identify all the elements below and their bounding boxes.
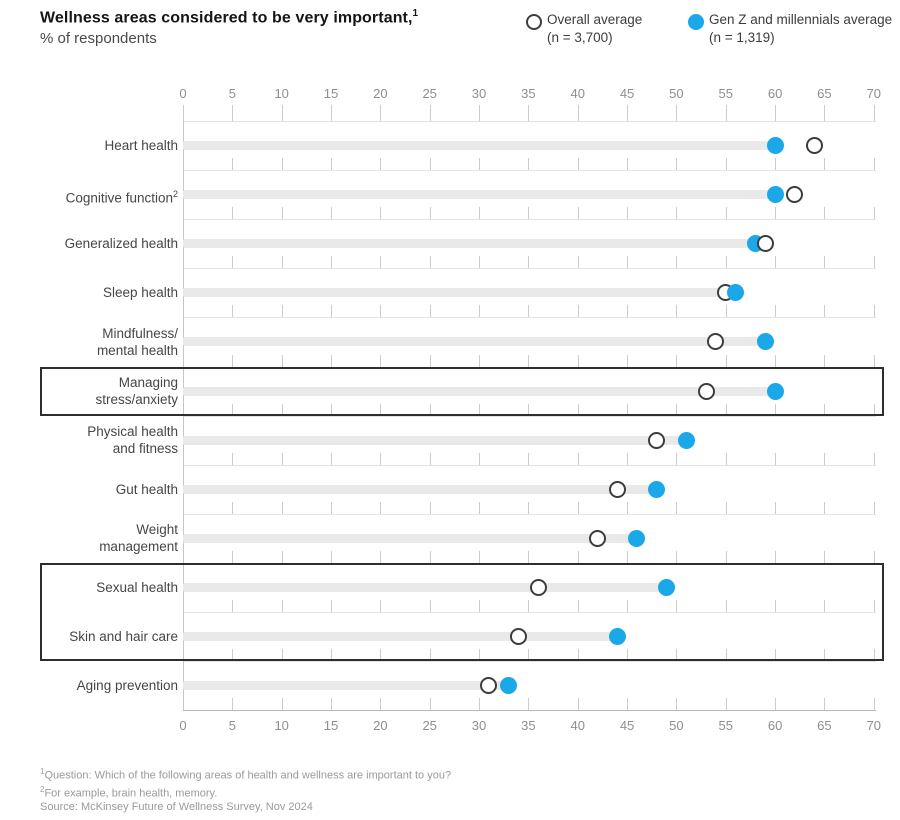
legend-overall-marker-icon	[526, 14, 542, 30]
grid-tick	[528, 551, 529, 563]
grid-tick	[232, 207, 233, 219]
grid-tick	[775, 207, 776, 219]
legend-overall-n: (n = 3,700)	[547, 30, 613, 45]
row-label: Cognitive function$^2$	[65, 189, 178, 206]
bar-track	[183, 436, 686, 445]
grid-tick	[824, 502, 825, 514]
legend-overall-label: Overall average	[547, 12, 643, 27]
x-axis-tick-label-top: 15	[323, 86, 339, 101]
grid-tick	[232, 502, 233, 514]
x-axis-tick	[775, 105, 776, 121]
x-axis-tick	[380, 105, 381, 121]
grid-tick	[578, 355, 579, 367]
x-axis-tick-label-top: 20	[373, 86, 388, 101]
grid-tick	[627, 698, 628, 710]
x-axis-tick-label-top: 55	[718, 86, 733, 101]
genz-dot	[648, 481, 665, 498]
grid-tick	[578, 207, 579, 219]
grid-tick	[331, 453, 332, 465]
legend-genz-label: Gen Z and millennials average	[709, 12, 893, 27]
highlight-box	[40, 563, 884, 661]
grid-tick	[824, 207, 825, 219]
grid-tick	[775, 453, 776, 465]
x-axis-tick-label-top: 35	[521, 86, 536, 101]
x-axis-tick	[479, 105, 480, 121]
grid-tick	[479, 158, 480, 170]
footnote-line: $^1$Question: Which of the following areas of health and wellness are important to you?	[40, 767, 452, 782]
x-axis-tick-label-bottom: 5	[228, 718, 236, 733]
bar-track	[183, 681, 509, 690]
grid-tick	[479, 207, 480, 219]
grid-tick	[479, 355, 480, 367]
grid-tick	[528, 158, 529, 170]
grid-tick	[775, 305, 776, 317]
grid-tick	[775, 256, 776, 268]
grid-tick	[528, 502, 529, 514]
x-axis-tick-label-bottom: 60	[767, 718, 783, 733]
grid-tick	[282, 207, 283, 219]
grid-tick	[232, 256, 233, 268]
grid-tick	[676, 551, 677, 563]
grid-tick	[676, 698, 677, 710]
grid-tick	[874, 502, 875, 514]
grid-tick	[282, 502, 283, 514]
grid-tick	[874, 551, 875, 563]
x-axis-tick	[578, 105, 579, 121]
grid-tick	[726, 305, 727, 317]
row-label: Sleep health	[102, 285, 178, 301]
grid-tick	[331, 256, 332, 268]
grid-tick	[282, 551, 283, 563]
row-label: Gut health	[115, 481, 178, 497]
grid-tick	[331, 207, 332, 219]
bar-track	[183, 534, 637, 543]
grid-tick	[824, 698, 825, 710]
grid-tick	[528, 453, 529, 465]
grid-tick	[627, 502, 628, 514]
footnotes	[40, 765, 451, 814]
grid-tick	[430, 207, 431, 219]
row-separator-line	[183, 514, 876, 515]
genz-dot	[727, 284, 744, 301]
x-axis-tick-label-top: 45	[619, 86, 635, 101]
grid-tick	[676, 502, 677, 514]
x-axis-tick-label-bottom: 10	[274, 718, 289, 733]
grid-tick	[380, 551, 381, 563]
grid-tick	[578, 158, 579, 170]
overall-dot	[589, 530, 606, 547]
genz-dot	[757, 333, 774, 350]
grid-tick	[824, 551, 825, 563]
grid-tick	[726, 453, 727, 465]
grid-tick	[430, 256, 431, 268]
grid-tick	[578, 698, 579, 710]
grid-tick	[874, 158, 875, 170]
grid-tick	[528, 207, 529, 219]
x-axis-tick-label-bottom: 45	[619, 718, 635, 733]
grid-tick	[726, 158, 727, 170]
row-label: Managing stress/anxiety	[95, 375, 178, 408]
grid-tick	[528, 355, 529, 367]
x-axis-tick	[282, 105, 283, 121]
grid-tick	[380, 305, 381, 317]
grid-tick	[578, 502, 579, 514]
grid-tick	[824, 158, 825, 170]
grid-tick	[874, 355, 875, 367]
bar-track	[183, 141, 775, 150]
grid-tick	[676, 305, 677, 317]
x-axis-tick-label-bottom: 65	[817, 718, 832, 733]
grid-tick	[578, 256, 579, 268]
x-axis-tick-label-bottom: 15	[323, 718, 339, 733]
grid-tick	[331, 551, 332, 563]
grid-tick	[578, 305, 579, 317]
grid-tick	[528, 256, 529, 268]
grid-tick	[380, 355, 381, 367]
x-axis-tick-label-bottom: 0	[179, 718, 187, 733]
bar-track	[183, 288, 736, 297]
overall-dot	[707, 333, 724, 350]
row-separator-line	[183, 317, 876, 318]
grid-tick	[282, 256, 283, 268]
x-axis-tick	[430, 105, 431, 121]
grid-tick	[726, 355, 727, 367]
grid-tick	[775, 158, 776, 170]
grid-tick	[874, 256, 875, 268]
x-axis-tick	[676, 105, 677, 121]
grid-tick	[380, 698, 381, 710]
row-label: Sexual health	[96, 579, 178, 595]
grid-tick	[232, 453, 233, 465]
grid-tick	[331, 158, 332, 170]
grid-tick	[479, 551, 480, 563]
x-axis-tick	[726, 105, 727, 121]
grid-tick	[528, 305, 529, 317]
x-axis-tick	[874, 105, 875, 121]
x-axis-tick-label-top: 5	[228, 86, 236, 101]
overall-dot	[806, 137, 823, 154]
grid-tick	[676, 158, 677, 170]
grid-tick	[232, 158, 233, 170]
grid-tick	[282, 305, 283, 317]
grid-tick	[824, 453, 825, 465]
grid-tick	[627, 256, 628, 268]
grid-tick	[824, 305, 825, 317]
x-axis-tick-label-bottom: 25	[422, 718, 437, 733]
genz-dot	[767, 186, 784, 203]
x-axis-tick-label-bottom: 70	[866, 718, 881, 733]
x-axis-tick-label-top: 25	[422, 86, 437, 101]
x-axis-tick	[627, 105, 628, 121]
x-axis-tick	[824, 105, 825, 121]
x-axis-tick-label-top: 70	[866, 86, 881, 101]
grid-tick	[380, 502, 381, 514]
row-label: Physical health and fitness	[87, 424, 178, 457]
bar-track	[183, 190, 775, 199]
overall-dot	[648, 432, 665, 449]
grid-tick	[331, 305, 332, 317]
x-axis-line-bottom	[183, 710, 876, 711]
grid-tick	[430, 158, 431, 170]
grid-tick	[430, 453, 431, 465]
row-label: Mindfulness/ mental health	[96, 325, 178, 358]
grid-tick	[676, 453, 677, 465]
genz-dot	[767, 137, 784, 154]
row-separator-line	[183, 219, 876, 220]
grid-tick	[331, 502, 332, 514]
highlight-box	[40, 367, 884, 416]
overall-dot	[757, 235, 774, 252]
grid-tick	[775, 355, 776, 367]
x-axis-tick-label-bottom: 50	[669, 718, 684, 733]
grid-tick	[430, 502, 431, 514]
grid-tick	[479, 502, 480, 514]
grid-tick	[824, 256, 825, 268]
bar-track	[183, 337, 765, 346]
grid-tick	[479, 256, 480, 268]
grid-tick	[232, 698, 233, 710]
legend-genz	[709, 11, 892, 47]
row-separator-line	[183, 121, 876, 122]
row-separator-line	[183, 416, 876, 417]
row-label: Heart health	[104, 138, 178, 154]
x-axis-tick	[183, 105, 184, 121]
x-axis-tick-label-top: 40	[570, 86, 585, 101]
grid-tick	[331, 698, 332, 710]
grid-tick	[726, 551, 727, 563]
x-axis-tick-label-top: 50	[669, 86, 684, 101]
genz-dot	[678, 432, 695, 449]
legend-genz-n: (n = 1,319)	[709, 30, 775, 45]
legend-genz-marker-icon	[688, 14, 704, 30]
grid-tick	[380, 158, 381, 170]
grid-tick	[578, 551, 579, 563]
x-axis-tick-label-top: 30	[471, 86, 487, 101]
grid-tick	[726, 698, 727, 710]
bar-track	[183, 485, 657, 494]
grid-tick	[874, 305, 875, 317]
chart-subtitle: % of respondents	[40, 30, 157, 47]
grid-tick	[380, 453, 381, 465]
grid-tick	[874, 453, 875, 465]
x-axis-tick-label-bottom: 35	[521, 718, 536, 733]
row-label: Aging prevention	[76, 678, 178, 694]
grid-tick	[232, 305, 233, 317]
x-axis-tick-label-bottom: 30	[471, 718, 487, 733]
grid-tick	[331, 355, 332, 367]
grid-tick	[726, 502, 727, 514]
x-axis-tick-label-bottom: 40	[570, 718, 585, 733]
chart-title	[40, 8, 418, 27]
grid-tick	[874, 207, 875, 219]
legend-overall	[547, 11, 642, 47]
genz-dot	[500, 677, 517, 694]
grid-tick	[627, 305, 628, 317]
grid-tick	[676, 355, 677, 367]
grid-tick	[676, 256, 677, 268]
grid-tick	[232, 551, 233, 563]
row-separator-line	[183, 268, 876, 269]
grid-tick	[282, 355, 283, 367]
grid-tick	[627, 453, 628, 465]
grid-tick	[775, 551, 776, 563]
x-axis-tick-label-bottom: 20	[373, 718, 388, 733]
row-label: Skin and hair care	[69, 629, 178, 645]
overall-dot	[609, 481, 626, 498]
grid-tick	[726, 207, 727, 219]
grid-tick	[430, 698, 431, 710]
chart-title-text: Wellness areas considered to be very important,	[40, 9, 413, 27]
x-axis-tick	[528, 105, 529, 121]
grid-tick	[430, 551, 431, 563]
grid-tick	[627, 207, 628, 219]
grid-tick	[282, 158, 283, 170]
grid-tick	[775, 502, 776, 514]
x-axis-tick-label-top: 10	[274, 86, 289, 101]
overall-dot	[480, 677, 497, 694]
row-separator-line	[183, 170, 876, 171]
grid-tick	[380, 256, 381, 268]
grid-tick	[282, 698, 283, 710]
grid-tick	[824, 355, 825, 367]
x-axis-tick-label-top: 0	[179, 86, 187, 101]
grid-tick	[578, 453, 579, 465]
x-axis-tick-label-bottom: 55	[718, 718, 733, 733]
chart-title-superscript: 1	[412, 8, 419, 19]
bar-track	[183, 239, 755, 248]
grid-tick	[282, 453, 283, 465]
row-separator-line	[183, 661, 876, 662]
row-separator-line	[183, 465, 876, 466]
grid-tick	[528, 698, 529, 710]
grid-tick	[627, 355, 628, 367]
grid-tick	[479, 305, 480, 317]
grid-tick	[479, 698, 480, 710]
footnote-line: Source: McKinsey Future of Wellness Survey, Nov 2024	[40, 801, 313, 814]
grid-tick	[380, 207, 381, 219]
grid-tick	[430, 305, 431, 317]
grid-tick	[627, 551, 628, 563]
overall-dot	[786, 186, 803, 203]
row-label: Weight management	[99, 522, 178, 555]
row-label: Generalized health	[64, 236, 178, 252]
x-axis-tick-label-top: 65	[817, 86, 832, 101]
grid-tick	[676, 207, 677, 219]
genz-dot	[628, 530, 645, 547]
grid-tick	[627, 158, 628, 170]
footnote-line: $^2$For example, brain health, memory.	[40, 784, 218, 800]
grid-tick	[232, 355, 233, 367]
grid-tick	[479, 453, 480, 465]
x-axis-tick	[331, 105, 332, 121]
x-axis-tick-label-top: 60	[767, 86, 783, 101]
x-axis-tick	[232, 105, 233, 121]
grid-tick	[430, 355, 431, 367]
grid-tick	[874, 698, 875, 710]
grid-tick	[775, 698, 776, 710]
grid-tick	[726, 256, 727, 268]
